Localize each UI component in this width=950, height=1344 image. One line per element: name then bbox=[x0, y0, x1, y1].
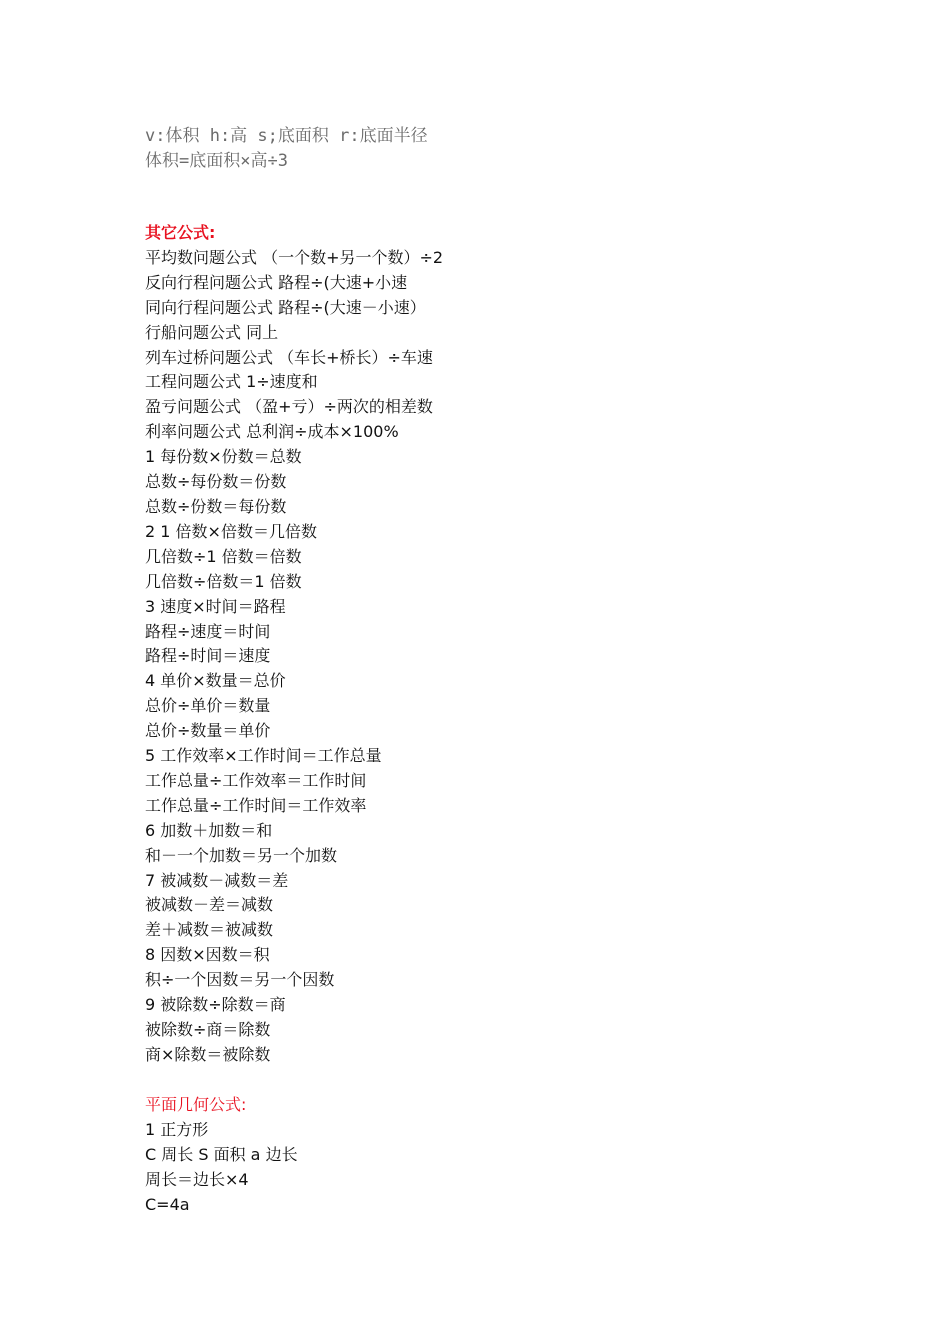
formula-line: 行船问题公式 同上 bbox=[145, 322, 279, 342]
formula-line: 7 被减数－减数＝差 bbox=[145, 870, 289, 890]
formula-line: 2 1 倍数×倍数＝几倍数 bbox=[145, 521, 317, 541]
formula-line: 5 工作效率×工作时间＝工作总量 bbox=[145, 746, 382, 766]
formula-line: 反向行程问题公式 路程÷(大速+小速 bbox=[145, 272, 408, 292]
formula-line: 差＋减数＝被减数 bbox=[145, 920, 274, 940]
formula-line: 总数÷份数＝每份数 bbox=[145, 496, 287, 516]
formula-line: 周长＝边长×4 bbox=[145, 1169, 249, 1189]
plane-geometry-section bbox=[145, 1093, 298, 1218]
formula-line: 利率问题公式 总利润÷成本×100% bbox=[145, 422, 399, 442]
plane-geometry-heading: 平面几何公式: bbox=[145, 1095, 247, 1114]
formula-line: 被除数÷商＝除数 bbox=[145, 1020, 271, 1039]
other-formulas-heading: 其它公式: bbox=[145, 223, 216, 242]
formula-line: 积÷一个因数＝另一个因数 bbox=[145, 970, 335, 990]
formula-line: 被减数－差＝减数 bbox=[145, 895, 274, 915]
formula-line: 平均数问题公式 （一个数+另一个数）÷2 bbox=[145, 247, 444, 267]
formula-line: 几倍数÷1 倍数＝倍数 bbox=[145, 546, 302, 566]
formula-line: 1 每份数×份数＝总数 bbox=[145, 447, 302, 467]
formula-line: 几倍数÷倍数＝1 倍数 bbox=[145, 571, 302, 591]
volume-formula: 体积=底面积×高÷3 bbox=[145, 151, 288, 171]
formula-line: 总价÷数量＝单价 bbox=[145, 721, 271, 741]
formula-line: 工作总量÷工作效率＝工作时间 bbox=[145, 770, 367, 790]
variable-legend: v:体积 h:高 s;底面积 r:底面半径 bbox=[145, 126, 428, 146]
formula-line: 1 正方形 bbox=[145, 1119, 209, 1139]
formula-line: C=4a bbox=[145, 1194, 190, 1214]
formula-line: 和－一个加数＝另一个加数 bbox=[145, 845, 338, 865]
volume-intro bbox=[145, 124, 428, 174]
formula-line: 总价÷单价＝数量 bbox=[145, 696, 271, 716]
formula-line: 路程÷时间＝速度 bbox=[145, 646, 271, 666]
formula-line: 同向行程问题公式 路程÷(大速－小速） bbox=[145, 297, 426, 317]
formula-line: 盈亏问题公式 （盈+亏）÷两次的相差数 bbox=[145, 397, 433, 417]
formula-line: 9 被除数÷除数＝商 bbox=[145, 995, 286, 1015]
formula-line: 工程问题公式 1÷速度和 bbox=[145, 372, 318, 392]
formula-line: 列车过桥问题公式 （车长+桥长）÷车速 bbox=[145, 347, 433, 367]
formula-line: 3 速度×时间＝路程 bbox=[145, 596, 286, 616]
other-formulas-section bbox=[145, 221, 443, 1068]
formula-line: 路程÷速度＝时间 bbox=[145, 621, 271, 641]
formula-line: 6 加数＋加数＝和 bbox=[145, 820, 273, 840]
formula-line: 商×除数＝被除数 bbox=[145, 1044, 271, 1064]
formula-line: 工作总量÷工作时间＝工作效率 bbox=[145, 795, 367, 815]
formula-line: 4 单价×数量＝总价 bbox=[145, 671, 286, 691]
formula-line: 8 因数×因数＝积 bbox=[145, 945, 270, 965]
formula-line: 总数÷每份数＝份数 bbox=[145, 472, 287, 492]
formula-line: C 周长 S 面积 a 边长 bbox=[145, 1144, 298, 1164]
